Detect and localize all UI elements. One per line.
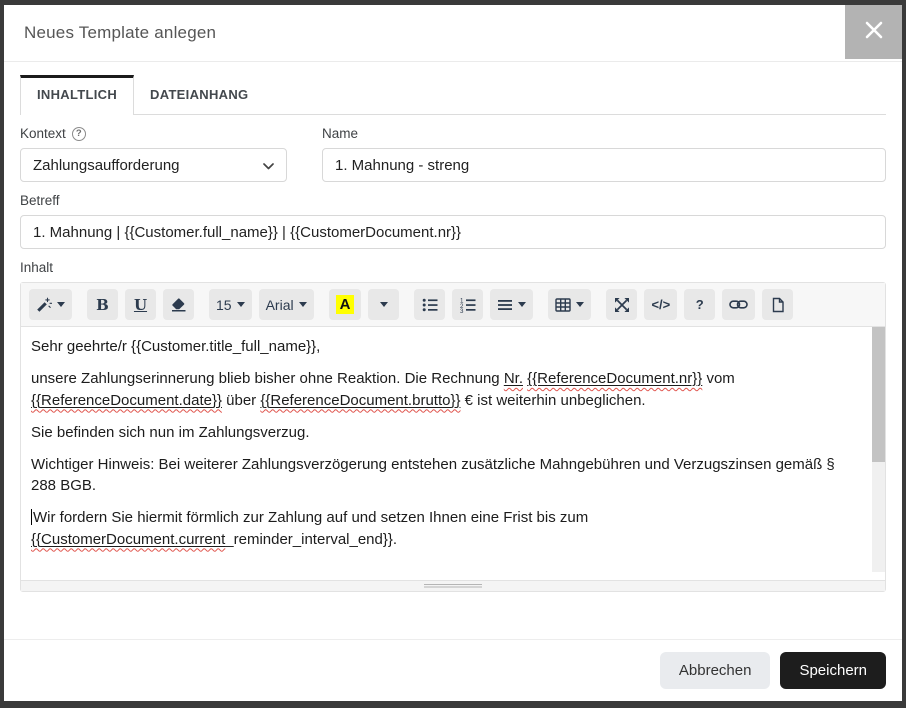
- caret-down-icon: [237, 302, 245, 307]
- paragraph-align-dropdown[interactable]: [490, 289, 533, 320]
- inhalt-label: [20, 260, 886, 275]
- editor-scrollbar[interactable]: [872, 327, 885, 572]
- name-label: [322, 126, 886, 141]
- style-dropdown-button[interactable]: [29, 289, 72, 320]
- name-label-text: Name: [322, 126, 359, 141]
- magic-wand-icon: [36, 297, 52, 313]
- underline-button[interactable]: [125, 289, 156, 320]
- link-icon: [729, 299, 748, 310]
- unordered-list-icon: [422, 297, 438, 313]
- rich-text-editor: [20, 282, 886, 592]
- inhalt-label-text: Inhalt: [20, 260, 54, 275]
- modal-body: [4, 75, 902, 592]
- tab-dateianhang[interactable]: DATEIANHANG: [150, 87, 249, 102]
- table-dropdown[interactable]: [548, 289, 591, 320]
- bold-button[interactable]: [87, 289, 118, 320]
- new-template-modal: [4, 5, 902, 701]
- font-color-button[interactable]: [329, 289, 362, 320]
- svg-text:1: 1: [459, 297, 464, 305]
- editor-toolbar: [21, 283, 885, 327]
- editor-content-area[interactable]: [21, 327, 885, 580]
- caret-down-icon: [380, 302, 388, 307]
- svg-text:2: 2: [459, 302, 464, 310]
- betreff-label: [20, 193, 886, 208]
- kontext-select-value: Zahlungsaufforderung: [33, 156, 180, 174]
- kontext-select[interactable]: [20, 148, 287, 182]
- font-color-dropdown[interactable]: [368, 289, 399, 320]
- eraser-icon: [171, 297, 187, 313]
- font-size-value: 15: [216, 296, 232, 313]
- save-button[interactable]: Speichern: [780, 652, 886, 689]
- modal-title: Neues Template anlegen: [24, 23, 217, 42]
- caret-down-icon: [299, 302, 307, 307]
- editor-content: Sehr geehrte/r {{Customer.title_full_name}}, unsere Zahlungserinnerung blieb bisher ohne Reaktion. Die Rechnung Nr. {{ReferenceDocument.nr}} vom {{ReferenceDocument.date}} über {{ReferenceDocument.brutto}} € ist weiterhin unbeglichen. Sie befinden sich nun im Zahlungsverzug. Wichtiger Hinweis: Bei weiterer Zahlungsverzögerung entstehen zusätzliche Mahngebühren und Verzugszinsen gemäß § 288 BGB. Wir fordern Sie hiermit förmlich zur Zahlung auf und setzen Ihnen eine Frist bis zum {{CustomerDocument.current_reminder_interval_end}}.: [31, 338, 835, 548]
- editor-resize-bar[interactable]: [21, 580, 885, 591]
- fullscreen-icon: [614, 297, 630, 313]
- caret-down-icon: [576, 302, 584, 307]
- help-icon: ?: [695, 297, 704, 312]
- unordered-list-button[interactable]: [414, 289, 445, 320]
- editor-scrollbar-thumb[interactable]: [872, 327, 885, 462]
- modal-header: [4, 5, 902, 62]
- code-view-button[interactable]: [644, 289, 677, 320]
- tab-bar: [20, 75, 886, 115]
- svg-text:3: 3: [459, 307, 464, 313]
- modal-footer: [4, 639, 902, 701]
- fullscreen-button[interactable]: [606, 289, 637, 320]
- help-button[interactable]: [684, 289, 715, 320]
- clear-formatting-button[interactable]: [163, 289, 194, 320]
- paragraph-align-icon: [497, 297, 513, 313]
- caret-down-icon: [518, 302, 526, 307]
- form-row: [20, 115, 886, 182]
- name-input[interactable]: [322, 148, 886, 182]
- tab-inhaltlich[interactable]: INHALTLICH: [20, 75, 134, 115]
- font-family-value: Arial: [265, 296, 294, 313]
- betreff-label-text: Betreff: [20, 193, 60, 208]
- kontext-label: [20, 126, 287, 141]
- font-size-dropdown[interactable]: [209, 289, 252, 320]
- insert-document-button[interactable]: [762, 289, 793, 320]
- caret-down-icon: [57, 302, 65, 307]
- resize-grip-icon: [424, 584, 482, 589]
- table-icon: [555, 297, 571, 313]
- help-icon[interactable]: ?: [72, 127, 86, 141]
- betreff-input[interactable]: [20, 215, 886, 249]
- underline-glyph: U: [133, 295, 148, 314]
- cancel-button[interactable]: Abbrechen: [660, 652, 771, 689]
- document-icon: [770, 297, 786, 313]
- ordered-list-icon: [460, 297, 476, 313]
- ordered-list-button[interactable]: [452, 289, 483, 320]
- close-icon: [863, 19, 885, 46]
- font-color-swatch: A: [336, 295, 355, 314]
- close-button[interactable]: [845, 5, 902, 59]
- kontext-label-text: Kontext: [20, 126, 66, 141]
- bold-glyph: B: [96, 295, 109, 314]
- code-icon: </>: [651, 297, 671, 312]
- chevron-down-icon: [263, 157, 274, 174]
- font-family-dropdown[interactable]: [259, 289, 314, 320]
- insert-link-button[interactable]: [722, 289, 755, 320]
